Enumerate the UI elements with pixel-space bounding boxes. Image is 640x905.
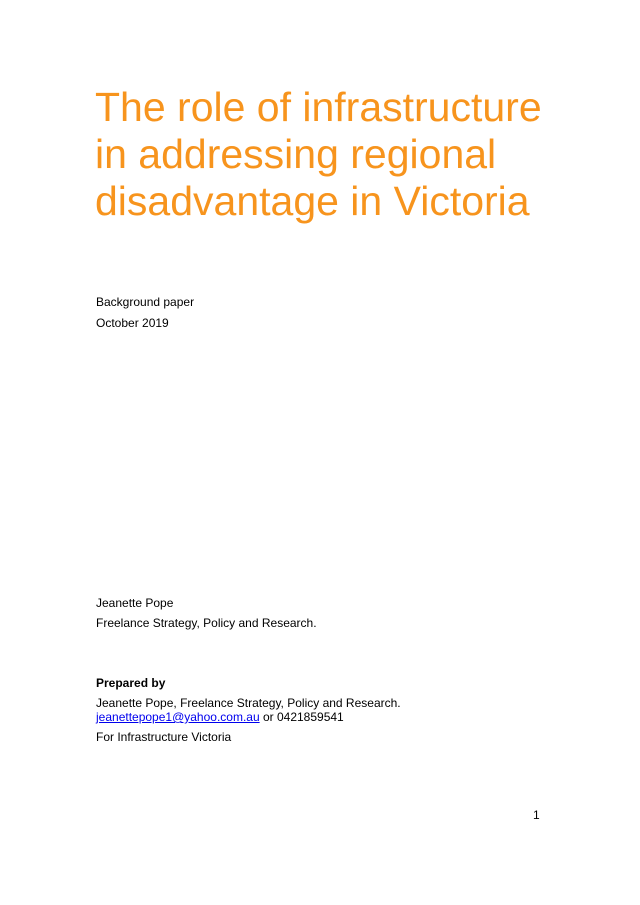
prepared-by-author: Jeanette Pope, Freelance Strategy, Policy and Research. [96, 696, 401, 710]
document-subtitle: Background paper [96, 295, 195, 309]
page-number: 1 [533, 808, 540, 822]
prepared-by-heading: Prepared by [96, 676, 166, 690]
title-line-3: disadvantage in Victoria [95, 178, 530, 224]
prepared-by-contact [96, 710, 344, 724]
author-organisation: Freelance Strategy, Policy and Research. [96, 616, 317, 630]
phone-number: 0421859541 [276, 710, 344, 724]
author-name: Jeanette Pope [96, 596, 174, 610]
contact-connector: or [259, 710, 277, 724]
document-title [95, 84, 615, 225]
email-link[interactable]: jeanettepope1@yahoo.com.au [96, 710, 260, 724]
title-line-2: in addressing regional [95, 131, 497, 177]
document-date: October 2019 [96, 316, 169, 330]
prepared-for: For Infrastructure Victoria [96, 730, 232, 744]
title-line-1: The role of infrastructure [95, 84, 542, 130]
